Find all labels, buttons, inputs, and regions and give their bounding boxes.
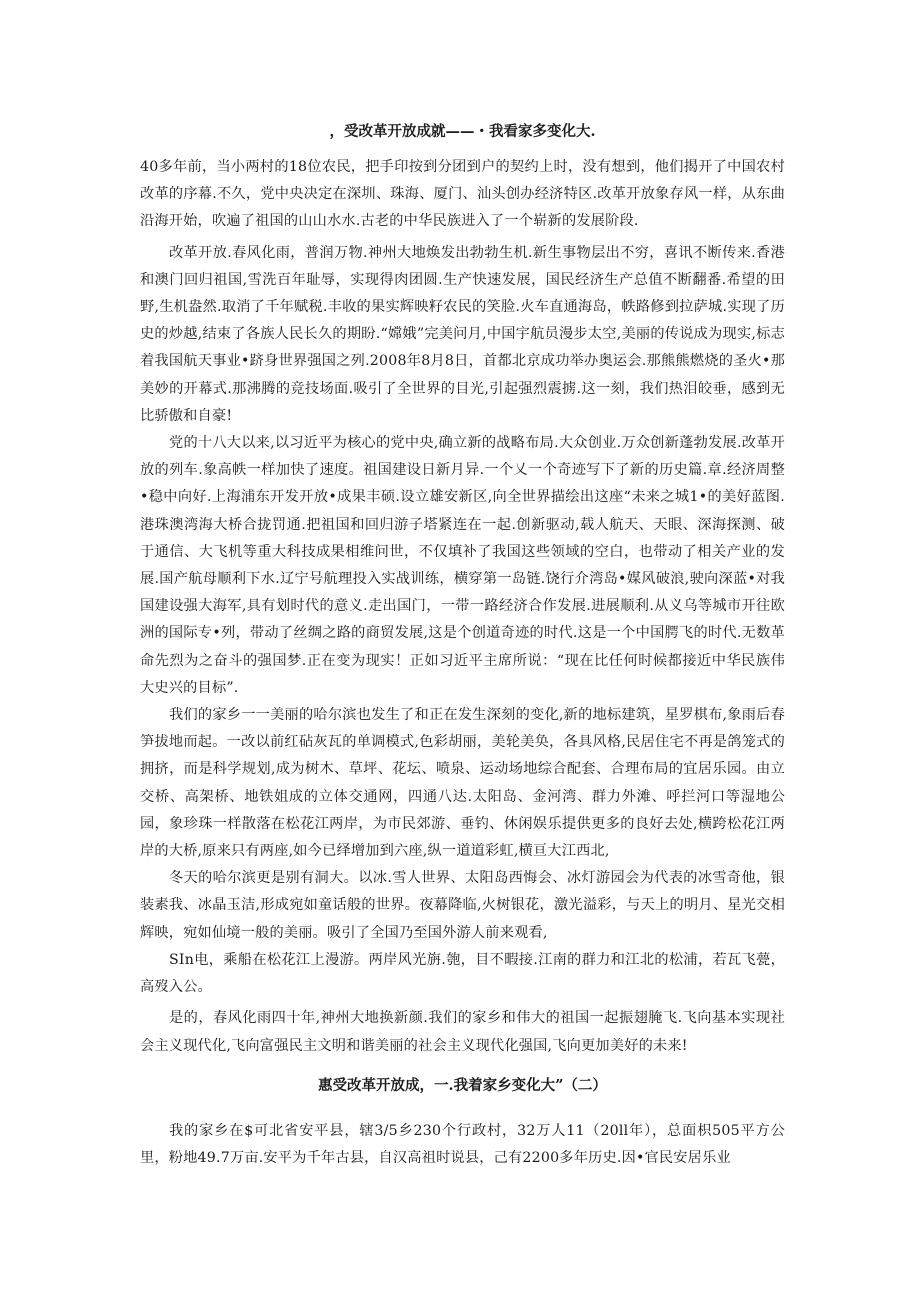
article-1-body xyxy=(140,154,785,1060)
article-1-paragraph-1: 40多年前，当小两村的18位农民，把手印按到分团到户的契约上时，没有想到，他们揭开了中国农村改革的序幕.不久，党中央决定在深圳、珠海、厦门、汕头创办经济特区.改革开放象存风一样，从东曲沿海开始，吹遍了祖国的山山水水.古老的中华民族进入了一个崭新的发展阶段. xyxy=(140,159,785,230)
article-2-title: 惠受改革开放成，一.我着家乡变化大”（二） xyxy=(318,1077,607,1094)
article-2-paragraph-1: 我的家乡在$可北省安平县，辖3/5乡230个行政村，32万人11（20ll年），总面枳505平方公里，粉地49.7万亩.安平为千年古县，自汉高祖时说县，己有2200多年历史.因•官民安居乐业 xyxy=(140,1123,785,1167)
article-1-paragraph-2: 改革开放.春风化雨，普润万物.神州大地焕发出勃勃生机.新生事物层出不穷，喜讯不断传来.香港和澳门回归祖国,雪洗百年耻辱，实现得肉团圆.生产快速发展，国民经济生产总值不断翻番.希望的田野,生机盎然.取消了千年赋税.丰收的果实辉映籽农民的笑脸.火车直通海岛，帙路修到拉萨城.实现了历史的炒越,结束了各族人民长久的期盼.“嫦娥”完美问月,中国宇航员漫步太空,美丽的传说成为现实,标志着我国航天事业•跻身世界强国之列.2008年8月8日，首都北京成功举办奥运会.那熊熊燃烧的圣火•那美妙的开幕式.那沸腾的竞技场面.吸引了全世界的目光,引起强烈震掳.这一刻，我们热泪皎垂，感到无比骄傲和自豪! xyxy=(140,244,785,424)
article-1-paragraph-5: 冬天的哈尔滨更是别有洞大。以冰.雪人世界、太阳岛西悔会、冰灯游园会为代表的冰雪奇他，银装素我、冰晶玉洁,形成宛如童话般的世界。夜幕降临,火树银花，激光溢彩，与天上的明月、星光交相辉映，宛如仙境一般的美丽。吸引了全国乃至国外游人前来观看, xyxy=(140,870,785,941)
article-1-paragraph-7: 是的，春风化雨四十年,神州大地换新颜.我们的家乡和伟大的祖国一起振翅腌飞.飞向基本实现社会主义现代化,飞向富强民主文明和谐美丽的社会主义现代化强国,飞向更加美好的未来! xyxy=(140,1010,785,1054)
article-1-paragraph-6: SIn电，乘船在松花江上漫游。两岸风光旃.匏，目不暇接.江南的群力和江北的松浦，若瓦飞甍，高歿入公。 xyxy=(140,951,785,996)
article-1-paragraph-4: 我们的家乡一一美丽的哈尔滨也发生了和正在发生深刻的变化,新的地标建筑，星罗棋布,象雨后春笋拔地而起。一改以前红砧灰瓦的单调模式,色彩胡丽，美轮美奂，各具风格,民居住宅不再是鸽笼式的拥挤，而是科学规划,成为树木、草坪、花坛、喷泉、运动场地综合配套、合理布局的宜居乐园。由立交桥、高架桥、地铁姐成的立体交通网，四通八达.太阳岛、金河湾、群力外滩、呼拦河口等湿地公园，象珍珠一样散落在松花江两岸，为市民郊游、垂钓、休闲娱乐提供更多的良好去处,横跨松花江两岸的大桥,原来只有两座,如今已绎增加到六座,纵一道道彩虹,横亘大江西北, xyxy=(140,707,785,860)
article-1-paragraph-3: 党的十八大以来,以习近平为核心的党中央,确立新的战略布局.大众创业.万众创新蓬勃发展.改革开放的列车.象高帙一样加快了速度。祖国建设日新月异.一个乂一个奇迹写下了新的历史篇.章.经济周整•稳中向好.上海浦东开发开放•成果丰硕.设立雄安新区,向全世界描绘出这座“未来之城1•的美好蓝图.港珠澳湾海大桥合拢罚通.把祖国和回归游子塔紧连在一起.创新驱动,载人航天、天眼、深海探测、破于通信、大飞机等重大科技成果相维问世，不仅填补了我国这些领域的空白，也带动了相关产业的发展.国产航母顺利下水.辽宁号航理投入实战训练，横穿第一岛链.饶行介湾岛•媒风破浪,驶向深蓝•对我国建设强大海军,具有划时代的意义.走出国门，一带一路经济合作发展.进展顺利.从义乌等城市开往欧洲的国际专•列，带动了丝绸之路的商贸发展,这是个创道奇迹的时代.这是一个中国腭飞的时代.无数革命先烈为之奋斗的强国梦.正在变为现实！正如习近平主席所说：“现在比任何时候都接近中华民族伟大史兴的目标”. xyxy=(140,435,785,696)
article-2-body xyxy=(140,1118,785,1172)
article-1-title: ，受改革开放成就——・我看家多变化大. xyxy=(329,123,596,140)
